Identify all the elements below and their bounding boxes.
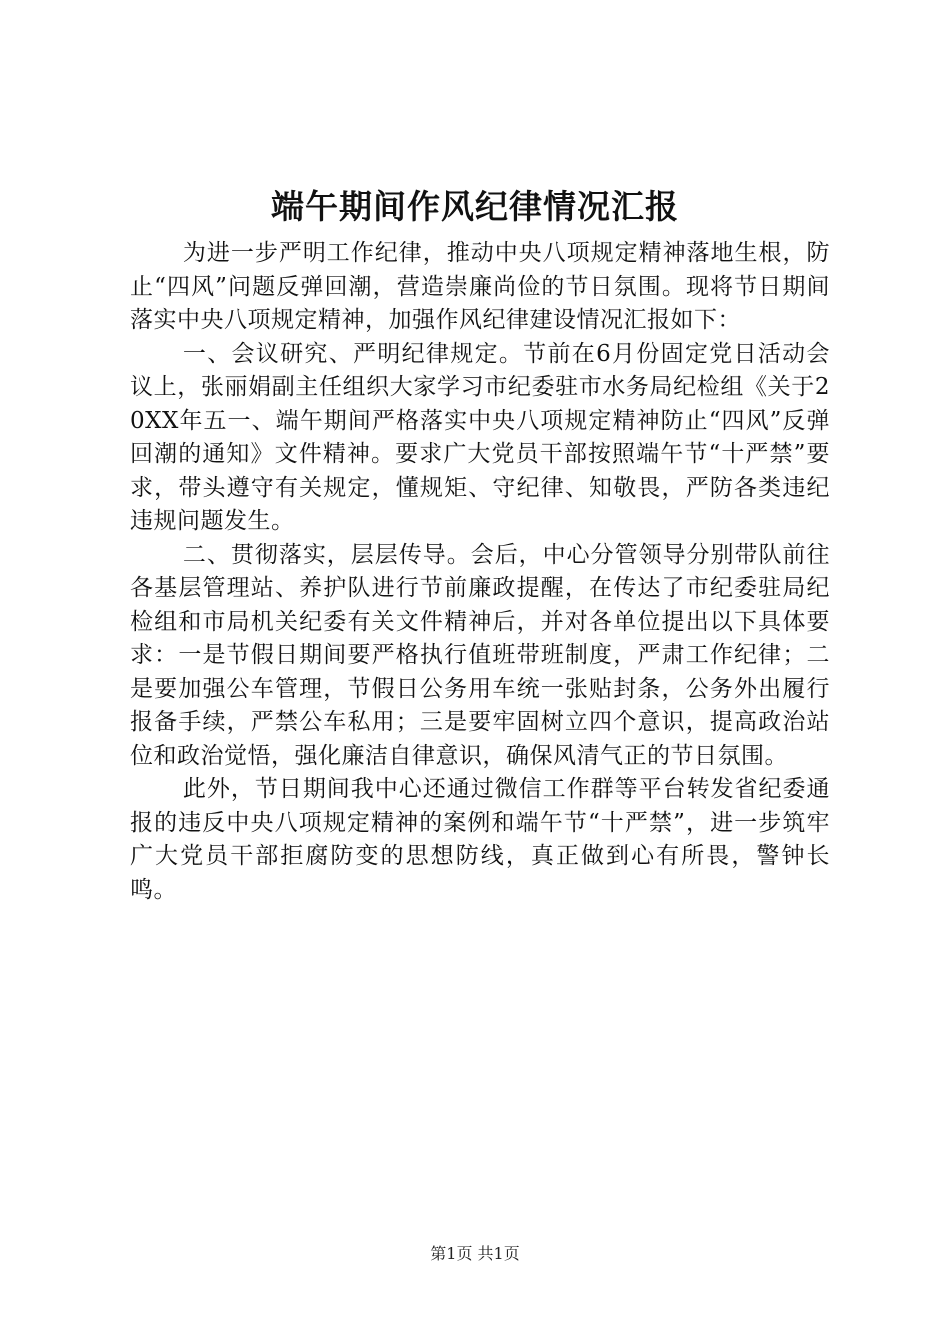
page-footer: 第1页 共1页 [430, 1244, 520, 1263]
document-body [130, 237, 830, 907]
paragraph-section-two: 二、贯彻落实，层层传导。会后，中心分管领导分别带队前往各基层管理站、养护队进行节前廉政提醒，在传达了市纪委驻局纪检组和市局机关纪委有关文件精神后，并对各单位提出以下具体要求：一是节假日期间要严格执行值班带班制度，严肃工作纪律；二是要加强公车管理，节假日公务用车统一张贴封条，公务外出履行报备手续，严禁公车私用；三是要牢固树立四个意识，提高政治站位和政治觉悟，强化廉洁自律意识，确保风清气正的节日氛围。 [130, 541, 830, 769]
paragraph-closing: 此外，节日期间我中心还通过微信工作群等平台转发省纪委通报的违反中央八项规定精神的案例和端午节“十严禁”，进一步筑牢广大党员干部拒腐防变的思想防线，真正做到心有所畏，警钟长鸣。 [130, 776, 830, 903]
paragraph-section-one: 一、会议研究、严明纪律规定。节前在6月份固定党日活动会议上，张丽娟副主任组织大家学习市纪委驻市水务局纪检组《关于20XX年五一、端午期间严格落实中央八项规定精神防止“四风”反弹回潮的通知》文件精神。要求广大党员干部按照端午节“十严禁”要求，带头遵守有关规定，懂规矩、守纪律、知敬畏，严防各类违纪违规问题发生。 [130, 340, 830, 534]
document-title: 端午期间作风纪律情况汇报 [271, 187, 679, 226]
paragraph-intro: 为进一步严明工作纪律，推动中央八项规定精神落地生根，防止“四风”问题反弹回潮，营造崇廉尚俭的节日氛围。现将节日期间落实中央八项规定精神，加强作风纪律建设情况汇报如下： [130, 240, 830, 333]
